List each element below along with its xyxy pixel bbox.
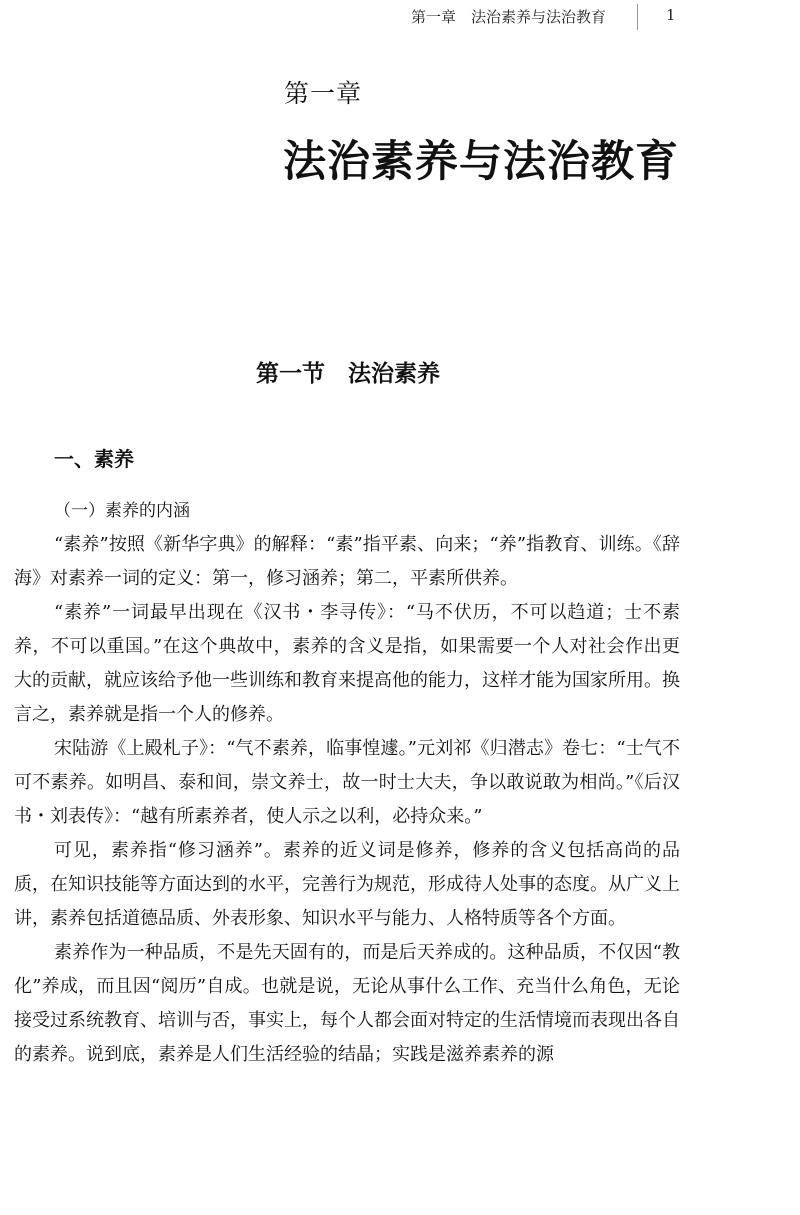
page-number: 1	[666, 6, 676, 24]
sub-subsection-heading: （一）素养的内涵	[54, 501, 190, 521]
running-title: 第一章 法治素养与法治教育	[410, 8, 606, 26]
chapter-number: 第一章	[284, 79, 363, 108]
paragraph: 宋陆游《上殿札子》：“气不素养，临事惶遽。”元刘祁《归潜志》卷七：“士气不可不素养。如明昌、泰和间，崇文养士，故一时士大夫，争以敢说敢为相尚。”《后汉书・刘表传》：“越有所素养者，使人示之以利，必持众来。”	[14, 738, 680, 827]
paragraph: “素养”按照《新华字典》的解释：“素”指平素、向来；“养”指教育、训练。《辞海》对素养一词的定义：第一，修习涵养；第二，平素所供养。	[14, 534, 680, 589]
section-title: 第一节 法治素养	[256, 361, 440, 387]
paragraph: 可见，素养指“修习涵养”。素养的近义词是修养，修养的含义包括高尚的品质，在知识技能等方面达到的水平，完善行为规范，形成待人处事的态度。从广义上讲，素养包括道德品质、外表形象、知识水平与能力、人格特质等各个方面。	[14, 840, 680, 929]
subsection-heading: 一、素养	[54, 447, 134, 471]
paragraph: 素养作为一种品质，不是先天固有的，而是后天养成的。这种品质，不仅因“教化”养成，而且因“阅历”自成。也就是说，无论从事什么工作、充当什么角色，无论接受过系统教育、培训与否，事实上，每个人都会面对特定的生活情境而表现出各自的素养。说到底，素养是人们生活经验的结晶；实践是滋养素养的源	[14, 942, 680, 1065]
header-divider	[637, 4, 638, 30]
running-header	[0, 4, 800, 28]
chapter-title: 法治素养与法治教育	[283, 137, 679, 187]
body-text	[14, 528, 680, 1072]
paragraph: “素养”一词最早出现在《汉书・李寻传》：“马不伏历，不可以趋道；士不素养，不可以重国。”在这个典故中，素养的含义是指，如果需要一个人对社会作出更大的贡献，就应该给予他一些训练和教育来提高他的能力，这样才能为国家所用。换言之，素养就是指一个人的修养。	[14, 602, 680, 725]
